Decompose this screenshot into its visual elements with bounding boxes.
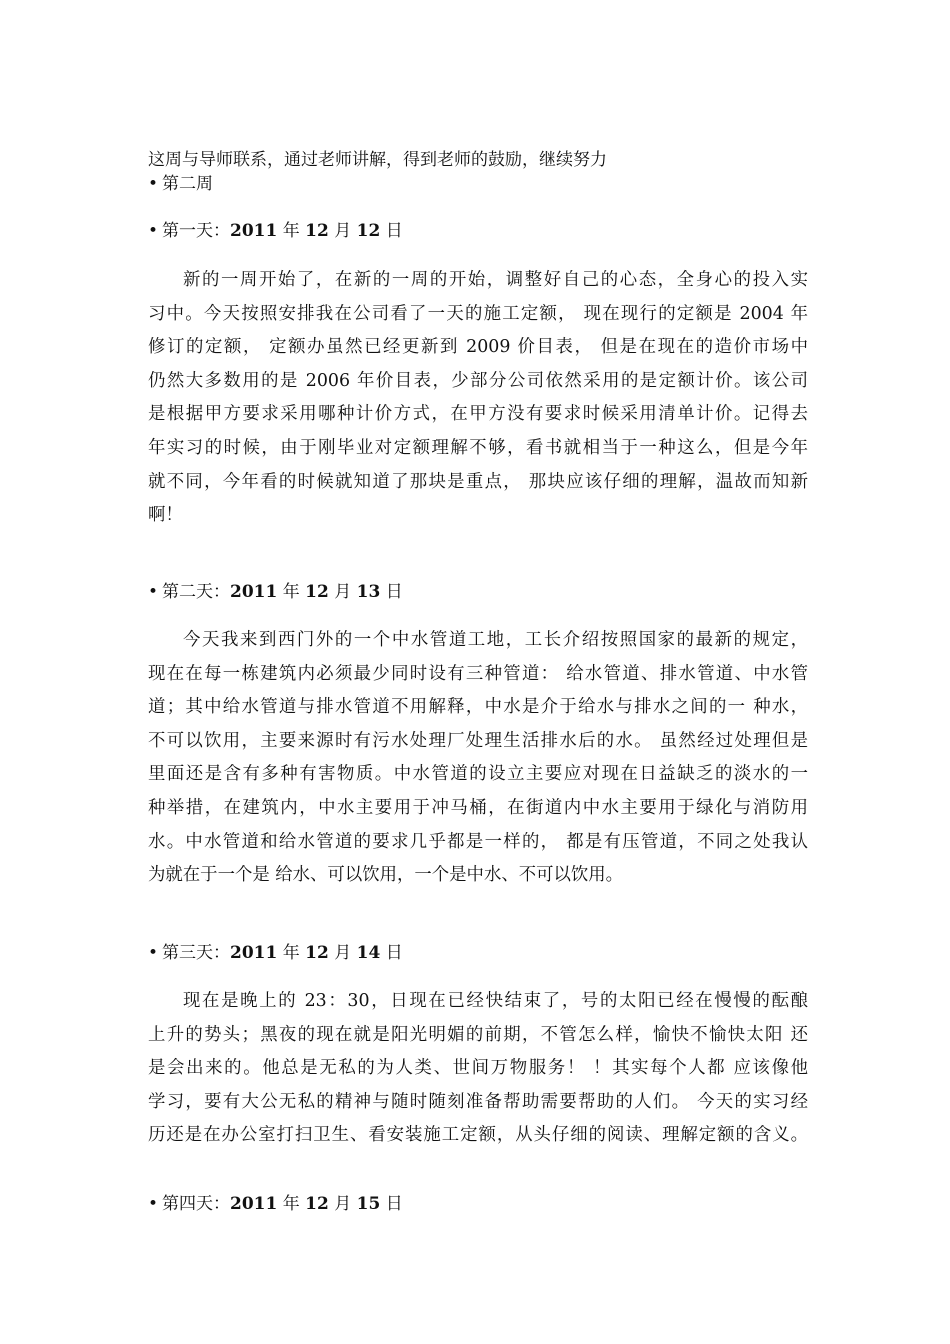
paragraph-line: 今天我来到西门外的一个中水管道工地，工长介绍按照国家的最新的规定， — [183, 630, 808, 650]
bullet-dot: • — [148, 582, 159, 602]
paragraph-line: 新的一周开始了，在新的一周的开始，调整好自己的心态，全身心的投入实 — [183, 270, 808, 290]
day-unit: 日 — [380, 1194, 403, 1214]
bullet-dot: • — [148, 1194, 159, 1214]
paragraph-line: 仍然大多数用的是 2006 年价目表，少部分公司依然采用的是定额计价。该公司 — [148, 370, 808, 391]
day-paragraph-2 — [148, 624, 808, 893]
day-year: 2011 — [230, 582, 278, 602]
year-unit: 年 — [277, 943, 306, 963]
day-heading-1 — [148, 219, 403, 243]
paragraph-line: 是会出来的。他总是无私的为人类、世间万物服务！ ！其实每个人都 应该像他 — [148, 1058, 808, 1079]
bullet-dot: • — [148, 221, 159, 241]
intro-text: 这周与导师联系，通过老师讲解，得到老师的鼓励，继续努力 — [148, 150, 607, 170]
paragraph-line: 现在在每一栋建筑内必须最少同时设有三种管道： 给水管道、排水管道、中水管 — [148, 663, 808, 684]
day-unit: 日 — [380, 943, 403, 963]
day-prefix: 第三天： — [162, 943, 230, 963]
paragraph-line: 修订的定额， 定额办虽然已经更新到 2009 价目表， 但是在现在的造价市场中 — [148, 337, 808, 358]
month-unit: 月 — [328, 943, 357, 963]
week-heading — [148, 172, 213, 196]
day-month: 12 — [305, 1194, 329, 1214]
day-heading-3 — [148, 941, 403, 965]
bullet-dot: • — [148, 943, 159, 963]
month-unit: 月 — [328, 1194, 357, 1214]
day-year: 2011 — [230, 221, 278, 241]
day-paragraph-3 — [148, 985, 808, 1153]
paragraph-line: 道；其中给水管道与排水管道不用解释，中水是介于给水与排水之间的一 种水， — [148, 697, 808, 718]
day-date: 13 — [356, 582, 381, 602]
day-year: 2011 — [230, 943, 278, 963]
day-heading-2 — [148, 580, 403, 604]
day-unit: 日 — [380, 582, 403, 602]
paragraph-line: 不可以饮用，主要来源时有污水处理厂处理生活排水后的水。 虽然经过处理但是 — [148, 730, 808, 751]
year-unit: 年 — [277, 221, 306, 241]
day-prefix: 第四天： — [162, 1194, 230, 1214]
day-unit: 日 — [380, 221, 403, 241]
day-heading-4 — [148, 1192, 403, 1216]
day-date: 14 — [356, 943, 381, 963]
paragraph-line: 是根据甲方要求采用哪种计价方式，在甲方没有要求时候采用清单计价。记得去 — [148, 404, 808, 425]
paragraph-line: 啊！ — [148, 505, 183, 526]
paragraph-line: 年实习的时候，由于刚毕业对定额理解不够，看书就相当于一种这么，但是今年 — [148, 437, 808, 458]
day-month: 12 — [305, 582, 329, 602]
year-unit: 年 — [277, 1194, 306, 1214]
paragraph-line: 就不同，今年看的时候就知道了那块是重点， 那块应该仔细的理解，温故而知新 — [148, 471, 808, 492]
month-unit: 月 — [328, 582, 357, 602]
day-paragraph-1 — [148, 264, 808, 533]
day-prefix: 第一天： — [162, 221, 230, 241]
paragraph-line: 学习，要有大公无私的精神与随时随刻准备帮助需要帮助的人们。 今天的实习经 — [148, 1091, 808, 1112]
year-unit: 年 — [277, 582, 306, 602]
month-unit: 月 — [328, 221, 357, 241]
day-date: 15 — [356, 1194, 381, 1214]
paragraph-line: 里面还是含有多种有害物质。中水管道的设立主要应对现在日益缺乏的淡水的一 — [148, 764, 808, 785]
day-prefix: 第二天： — [162, 582, 230, 602]
day-month: 12 — [305, 221, 329, 241]
paragraph-line: 历还是在办公室打扫卫生、看安装施工定额，从头仔细的阅读、理解定额的含义。 — [148, 1125, 808, 1146]
paragraph-line: 水。中水管道和给水管道的要求几乎都是一样的， 都是有压管道，不同之处我认 — [148, 831, 808, 852]
paragraph-line: 种举措，在建筑内，中水主要用于冲马桶，在街道内中水主要用于绿化与消防用 — [148, 797, 808, 818]
paragraph-line: 上升的势头；黑夜的现在就是阳光明媚的前期，不管怎么样，愉快不愉快太阳 还 — [148, 1024, 808, 1045]
day-date: 12 — [356, 221, 381, 241]
day-month: 12 — [305, 943, 329, 963]
paragraph-line: 现在是晚上的 23：30，日现在已经快结束了，号的太阳已经在慢慢的酝酿 — [183, 991, 808, 1011]
day-year: 2011 — [230, 1194, 278, 1214]
week-label: 第二周 — [162, 174, 213, 194]
paragraph-line: 习中。今天按照安排我在公司看了一天的施工定额， 现在现行的定额是 2004 年 — [148, 303, 808, 324]
paragraph-line: 为就在于一个是 给水、可以饮用，一个是中水、不可以饮用。 — [148, 865, 624, 886]
bullet-dot: • — [148, 174, 159, 194]
